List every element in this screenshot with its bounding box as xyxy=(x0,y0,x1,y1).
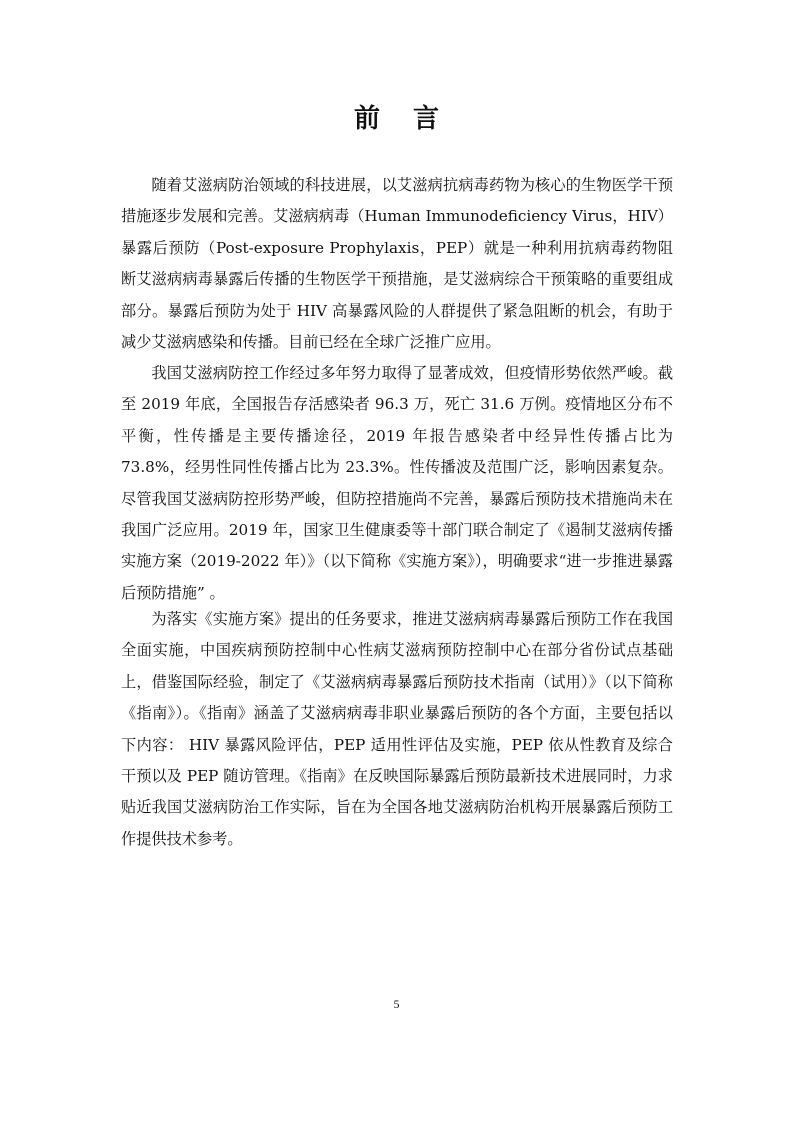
paragraph-2: 我国艾滋病防控工作经过多年努力取得了显著成效，但疫情形势依然严峻。截至 2019 年底，全国报告存活感染者 96.3 万，死亡 31.6 万例。疫情地区分布不平衡，性传播是主要传播途径，2019 年报告感染者中经异性传播占比为 73.8%，经男性同性传播占比为 23.3%。性传播波及范围广泛，影响因素复杂。尽管我国艾滋病防控形势严峻，但防控措施尚不完善，暴露后预防技术措施尚未在我国广泛应用。2019 年，国家卫生健康委等十部门联合制定了《遏制艾滋病传播实施方案（2019-2022 年）》（以下简称《实施方案》），明确要求“进一步推进暴露后预防措施” 。 xyxy=(121,364,673,602)
paragraph-1-block xyxy=(121,170,673,358)
page-title: 前 言 xyxy=(353,104,452,134)
paragraph-3: 为落实《实施方案》提出的任务要求，推进艾滋病病毒暴露后预防工作在我国全面实施，中国疾病预防控制中心性病艾滋病预防控制中心在部分省份试点基础上，借鉴国际经验，制定了《艾滋病病毒暴露后预防技术指南（试用）》（以下简称《指南》）。《指南》涵盖了艾滋病病毒非职业暴露后预防的各个方面，主要包括以下内容： HIV 暴露风险评估，PEP 适用性评估及实施，PEP 依从性教育及综合干预以及 PEP 随访管理。《指南》在反映国际暴露后预防最新技术进展同时，力求贴近我国艾滋病防治工作实际，旨在为全国各地艾滋病防治机构开展暴露后预防工作提供技术参考。 xyxy=(121,610,673,848)
page-number: 5 xyxy=(393,997,400,1011)
paragraph-1: 随着艾滋病防治领域的科技进展，以艾滋病抗病毒药物为核心的生物医学干预措施逐步发展和完善。艾滋病病毒（Human Immunodeficiency Virus，HIV）暴露后预防（Post-exposure Prophylaxis，PEP）就是一种利用抗病毒药物阻断艾滋病病毒暴露后传播的生物医学干预措施，是艾滋病综合干预策略的重要组成部分。暴露后预防为处于 HIV 高暴露风险的人群提供了紧急阻断的机会，有助于减少艾滋病感染和传播。目前已经在全球广泛推广应用。 xyxy=(121,176,673,352)
paragraph-2-block xyxy=(121,358,673,609)
paragraph-3-block xyxy=(121,604,673,855)
